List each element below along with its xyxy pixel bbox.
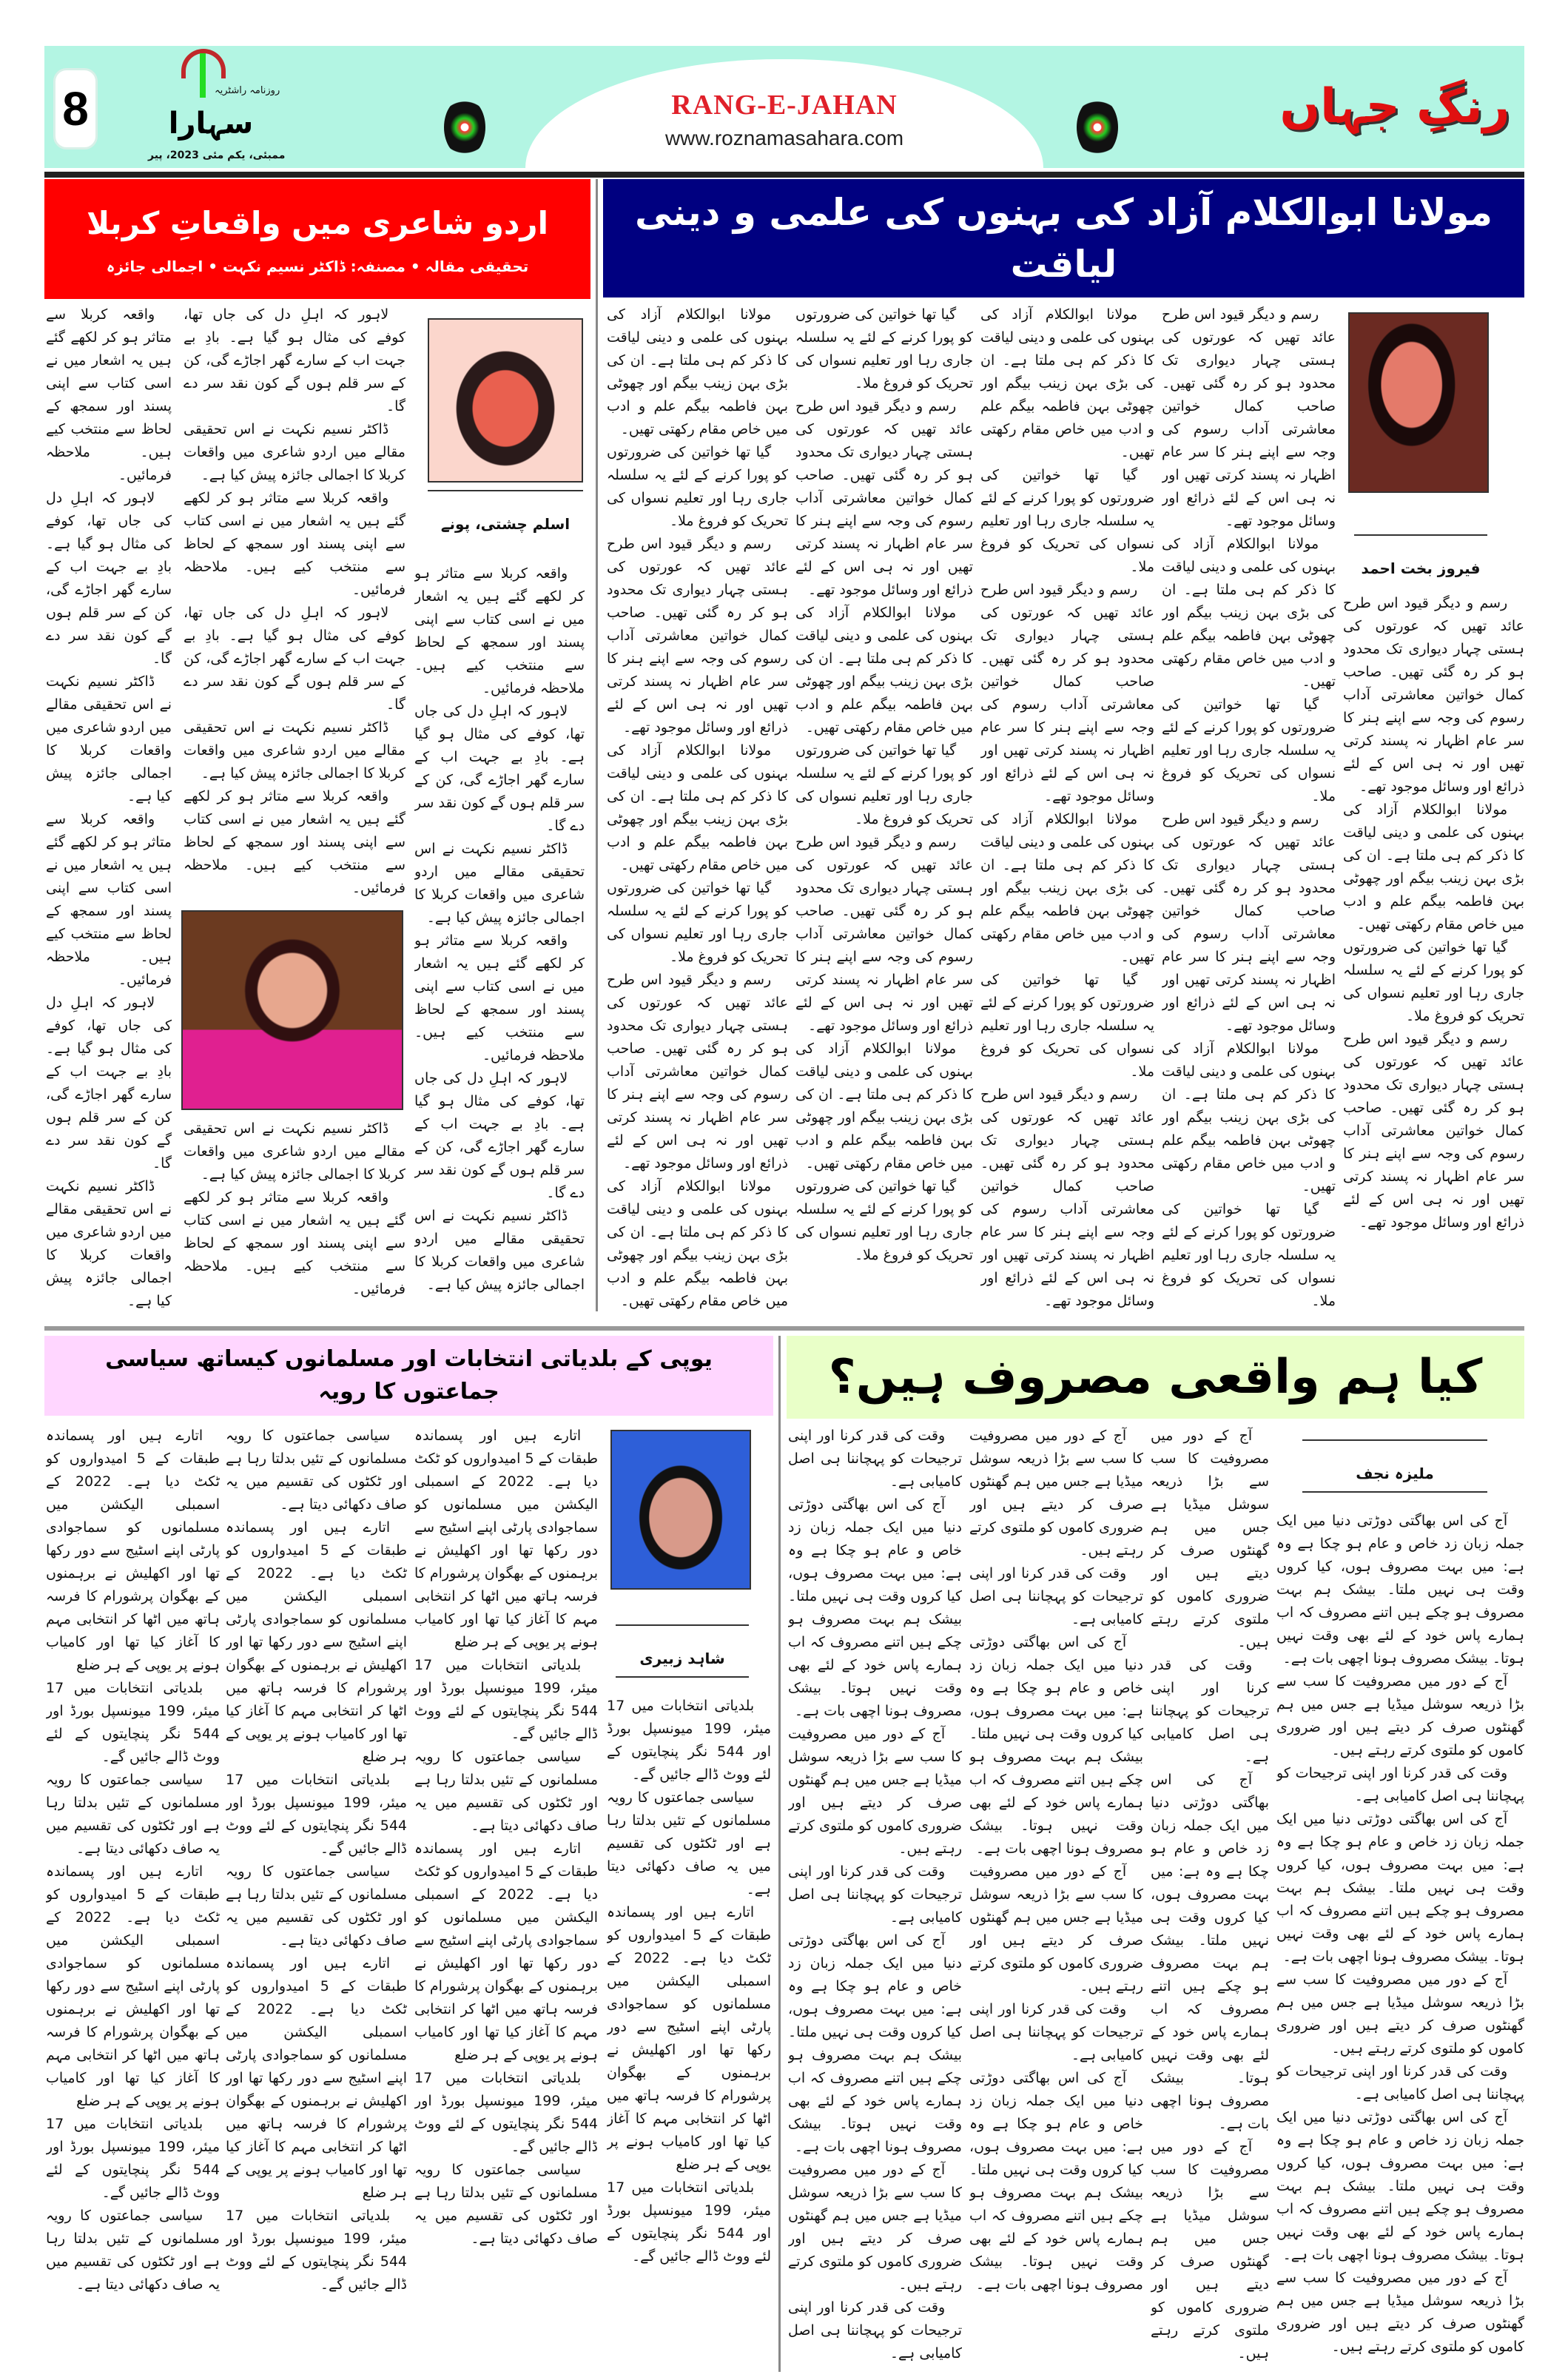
newspaper-tagline: روزنامہ راشٹریہ — [215, 85, 280, 96]
article-paragraph: بلدیاتی انتخابات میں 17 میئر، 199 میونسپل بورڈ اور 544 نگر پنچایتوں کے لئے ووٹ ڈالے جائیں گے۔ — [46, 1680, 220, 1765]
article-paragraph: مولانا ابوالکلام آزاد کی بہنوں کی علمی و دینی لیاقت کا ذکر کم ہی ملتا ہے۔ ان کی بڑی بہن زینب بیگم اور چھوٹی بہن فاطمہ بیگم علم و ادب میں خاص مقام رکھتی تھیں۔ — [980, 306, 1154, 460]
headline: کیا ہم واقعی مصروف ہیں؟ — [828, 1350, 1483, 1405]
article-paragraph: مولانا ابوالکلام آزاد کی بہنوں کی علمی و دینی لیاقت کا ذکر کم ہی ملتا ہے۔ ان کی بڑی بہن زینب بیگم اور چھوٹی بہن فاطمہ بیگم علم و ادب میں خاص مقام رکھتی تھیں۔ — [795, 1041, 973, 1171]
article-column — [969, 1425, 1143, 2368]
article-paragraph: آج کی اس بھاگتی دوڑتی دنیا میں ایک جملہ زبان زد خاص و عام ہو چکا ہے وہ ہے: میں بہت مصروف ہوں، کیا کروں وقت ہی نہیں ملتا۔ بیشک ہم بہت مصروف ہو چکے ہیں اتنے مصروف کہ اب ہمارے پاس خود کے لئے بھی وقت نہیں ہوتا۔ بیشک مصروف ہونا اچھی بات ہے۔ — [1151, 1772, 1269, 2132]
divider — [44, 1326, 1524, 1331]
page-number: 8 — [53, 68, 98, 149]
author-photo — [428, 318, 583, 483]
article-column — [1276, 1510, 1524, 2368]
article-paragraph: آج کی اس بھاگتی دوڑتی دنیا میں ایک جملہ زبان زد خاص و عام ہو چکا ہے وہ ہے: میں بہت مصروف ہوں، کیا کروں وقت ہی نہیں ملتا۔ بیشک ہم بہت مصروف ہو چکے ہیں اتنے مصروف کہ اب ہمارے پاس خود کے لئے بھی وقت نہیں ہوتا۔ بیشک مصروف ہونا اچھی بات ہے۔ — [969, 2070, 1143, 2293]
article-paragraph: رسم و دیگر قیود اس طرح عائد تھیں کہ عورتوں کی ہستی چہار دیواری تک محدود ہو کر رہ گئی تھیں۔ صاحب کمال خواتین معاشرتی آداب رسوم کی وجہ سے اپنے ہنر کا سر عام اظہار نہ پسند کرتی تھیں اور نہ ہی اس کے لئے ذرائع اور وسائل موجود تھے۔ — [980, 582, 1154, 804]
azad-headline-box — [603, 179, 1524, 298]
author-photo — [610, 1430, 751, 1590]
article-paragraph: رسم و دیگر قیود اس طرح عائد تھیں کہ عورتوں کی ہستی چہار دیواری تک محدود ہو کر رہ گئی تھیں۔ صاحب کمال خواتین معاشرتی آداب رسوم کی وجہ سے اپنے ہنر کا سر عام اظہار نہ پسند کرتی تھیں اور نہ ہی اس کے لئے ذرائع اور وسائل موجود تھے۔ — [607, 536, 788, 736]
article-paragraph: بلدیاتی انتخابات میں 17 میئر، 199 میونسپل بورڈ اور 544 نگر پنچایتوں کے لئے ووٹ ڈالے جائیں گے۔ — [226, 1772, 407, 1857]
article-paragraph: وقت کی قدر کرنا اور اپنی ترجیحات کو پہچاننا ہی اصل کامیابی ہے۔ — [1276, 1765, 1524, 1804]
article-paragraph: آج کی اس بھاگتی دوڑتی دنیا میں ایک جملہ زبان زد خاص و عام ہو چکا ہے وہ ہے: میں بہت مصروف ہوں، کیا کروں وقت ہی نہیں ملتا۔ بیشک ہم بہت مصروف ہو چکے ہیں اتنے مصروف کہ اب ہمارے پاس خود کے لئے بھی وقت نہیں ہوتا۔ بیشک مصروف ہونا اچھی بات ہے۔ — [1276, 1811, 1524, 1965]
article-paragraph: واقعہ کربلا سے متاثر ہو کر لکھے گئے ہیں یہ اشعار میں نے اسی کتاب سے اپنی پسند اور سمجھ کے لحاظ سے منتخب کیے ہیں۔ ملاحظہ فرمائیں۔ — [414, 565, 585, 696]
divider — [44, 172, 1524, 178]
author-byline: فیروز بخت احمد — [1354, 534, 1487, 579]
article-paragraph: اتارے ہیں اور پسماندہ طبقات کے 5 امیدواروں کو ٹکٹ دیا ہے۔ 2022 کے اسمبلی الیکشن میں مسلمانوں کو سماجوادی پارٹی اپنے اسٹیج سے دور رکھا تھا اور اکھلیش نے برہمنوں کے بھگوان پرشورام کا فرسہ ہاتھ میں اٹھا کر انتخابی مہم کا آغاز کیا تھا اور کامیاب ہونے پر یوپی کے ہر ضلع — [414, 1428, 598, 1650]
article-paragraph: ڈاکٹر نسیم نکہت نے اس تحقیقی مقالے میں اردو شاعری میں واقعات کربلا کا اجمالی جائزہ پیش کیا ہے۔ — [46, 673, 172, 804]
article-paragraph: مولانا ابوالکلام آزاد کی بہنوں کی علمی و دینی لیاقت کا ذکر کم ہی ملتا ہے۔ ان کی بڑی بہن زینب بیگم اور چھوٹی بہن فاطمہ بیگم علم و ادب میں خاص مقام رکھتی تھیں۔ — [607, 306, 788, 437]
article-paragraph: اتارے ہیں اور پسماندہ طبقات کے 5 امیدواروں کو ٹکٹ دیا ہے۔ 2022 کے اسمبلی الیکشن میں مسلمانوں کو سماجوادی پارٹی اپنے اسٹیج سے دور رکھا تھا اور اکھلیش نے برہمنوں کے بھگوان پرشورام کا فرسہ ہاتھ میں اٹھا کر انتخابی مہم کا آغاز کیا تھا اور کامیاب ہونے پر یوپی کے ہر ضلع — [226, 1955, 407, 2201]
article-paragraph: آج کے دور میں مصروفیت کا سب سے بڑا ذریعہ سوشل میڈیا ہے جس میں ہم گھنٹوں صرف کر دیتے ہیں اور ضروری کاموں کو ملتوی کرتے رہتے ہیں۔ — [1276, 1971, 1524, 2057]
subheadline: تحقیقی مقالہ • مصنفہ: ڈاکٹر نسیم نکہت • اجمالی جائزہ — [106, 258, 529, 275]
article-paragraph: بلدیاتی انتخابات میں 17 میئر، 199 میونسپل بورڈ اور 544 نگر پنچایتوں کے لئے ووٹ ڈالے جائیں گے۔ — [226, 2208, 407, 2293]
article-paragraph: وقت کی قدر کرنا اور اپنی ترجیحات کو پہچاننا ہی اصل کامیابی ہے۔ — [788, 1863, 962, 1926]
article-column — [46, 303, 172, 1321]
section-brand: RANG-E-JAHAN — [671, 90, 898, 121]
article-paragraph: گیا تھا خواتین کی ضرورتوں کو پورا کرنے کے لئے یہ سلسلہ جاری رہا اور تعلیم نسواں کی تحریک کو فروغ ملا۔ — [795, 1178, 973, 1263]
article-paragraph: واقعہ کربلا سے متاثر ہو کر لکھے گئے ہیں یہ اشعار میں نے اسی کتاب سے اپنی پسند اور سمجھ کے لحاظ سے منتخب کیے ہیں۔ ملاحظہ فرمائیں۔ — [46, 811, 172, 988]
article-paragraph: ڈاکٹر نسیم نکہت نے اس تحقیقی مقالے میں اردو شاعری میں واقعات کربلا کا اجمالی جائزہ پیش کیا ہے۔ — [46, 1178, 172, 1309]
article-paragraph: سیاسی جماعتوں کا رویہ مسلمانوں کے تئیں بدلتا رہا ہے اور ٹکٹوں کی تقسیم میں یہ صاف دکھائی دیتا ہے۔ — [414, 1749, 598, 1834]
article-paragraph: آج کی اس بھاگتی دوڑتی دنیا میں ایک جملہ زبان زد خاص و عام ہو چکا ہے وہ ہے: میں بہت مصروف ہوں، کیا کروں وقت ہی نہیں ملتا۔ بیشک ہم بہت مصروف ہو چکے ہیں اتنے مصروف کہ اب ہمارے پاس خود کے لئے بھی وقت نہیں ہوتا۔ بیشک مصروف ہونا اچھی بات ہے۔ — [788, 1932, 962, 2155]
article-column — [184, 1117, 405, 1317]
article-paragraph: بلدیاتی انتخابات میں 17 میئر، 199 میونسپل بورڈ اور 544 نگر پنچایتوں کے لئے ووٹ ڈالے جائیں گے۔ — [414, 1657, 598, 1742]
article-paragraph: اتارے ہیں اور پسماندہ طبقات کے 5 امیدواروں کو ٹکٹ دیا ہے۔ 2022 کے اسمبلی الیکشن میں مسلمانوں کو سماجوادی پارٹی اپنے اسٹیج سے دور رکھا تھا اور اکھلیش نے برہمنوں کے بھگوان پرشورام کا فرسہ ہاتھ میں اٹھا کر انتخابی مہم کا آغاز کیا تھا اور کامیاب ہونے پر یوپی کے ہر ضلع — [607, 1904, 771, 2173]
article-column — [1151, 1425, 1269, 2368]
article-paragraph: واقعہ کربلا سے متاثر ہو کر لکھے گئے ہیں یہ اشعار میں نے اسی کتاب سے اپنی پسند اور سمجھ کے لحاظ سے منتخب کیے ہیں۔ ملاحظہ فرمائیں۔ — [414, 932, 585, 1063]
article-paragraph: آج کی اس بھاگتی دوڑتی دنیا میں ایک جملہ زبان زد خاص و عام ہو چکا ہے وہ ہے: میں بہت مصروف ہوں، کیا کروں وقت ہی نہیں ملتا۔ بیشک ہم بہت مصروف ہو چکے ہیں اتنے مصروف کہ اب ہمارے پاس خود کے لئے بھی وقت نہیں ہوتا۔ بیشک مصروف ہونا اچھی بات ہے۔ — [1276, 2109, 1524, 2263]
article-column — [1162, 303, 1336, 1317]
author-byline: شاہد زبیری — [616, 1624, 749, 1678]
article-paragraph: گیا تھا خواتین کی ضرورتوں کو پورا کرنے کے لئے یہ سلسلہ جاری رہا اور تعلیم نسواں کی تحریک کو فروغ ملا۔ — [795, 306, 973, 391]
article-paragraph: وقت کی قدر کرنا اور اپنی ترجیحات کو پہچاننا ہی اصل کامیابی ہے۔ — [969, 2001, 1143, 2063]
article-paragraph: وقت کی قدر کرنا اور اپنی ترجیحات کو پہچاننا ہی اصل کامیابی ہے۔ — [1276, 2063, 1524, 2102]
article-paragraph: لاہور کہ اہلِ دل کی جاں تھا، کوفے کی مثال ہو گیا ہے۔ بادِ بے جہت اب کے سارے گھر اجاڑے گی، کن کے سر قلم ہوں گے کون نقد سر دے گا۔ — [414, 703, 585, 834]
article-paragraph: گیا تھا خواتین کی ضرورتوں کو پورا کرنے کے لئے یہ سلسلہ جاری رہا اور تعلیم نسواں کی تحریک کو فروغ ملا۔ — [1343, 939, 1524, 1024]
article-paragraph: مولانا ابوالکلام آزاد کی بہنوں کی علمی و دینی لیاقت کا ذکر کم ہی ملتا ہے۔ ان کی بڑی بہن زینب بیگم اور چھوٹی بہن فاطمہ بیگم علم و ادب میں خاص مقام رکھتی تھیں۔ — [607, 1178, 788, 1309]
article-paragraph: واقعہ کربلا سے متاثر ہو کر لکھے گئے ہیں یہ اشعار میں نے اسی کتاب سے اپنی پسند اور سمجھ کے لحاظ سے منتخب کیے ہیں۔ ملاحظہ فرمائیں۔ — [184, 490, 405, 598]
article-paragraph: وقت کی قدر کرنا اور اپنی ترجیحات کو پہچاننا ہی اصل کامیابی ہے۔ — [788, 1428, 962, 1490]
article-paragraph: بلدیاتی انتخابات میں 17 میئر، 199 میونسپل بورڈ اور 544 نگر پنچایتوں کے لئے ووٹ ڈالے جائیں گے۔ — [414, 2070, 598, 2155]
article-paragraph: واقعہ کربلا سے متاثر ہو کر لکھے گئے ہیں یہ اشعار میں نے اسی کتاب سے اپنی پسند اور سمجھ کے لحاظ سے منتخب کیے ہیں۔ ملاحظہ فرمائیں۔ — [184, 1189, 405, 1297]
author-photo — [1348, 312, 1489, 493]
article-paragraph: رسم و دیگر قیود اس طرح عائد تھیں کہ عورتوں کی ہستی چہار دیواری تک محدود ہو کر رہ گئی تھیں۔ صاحب کمال خواتین معاشرتی آداب رسوم کی وجہ سے اپنے ہنر کا سر عام اظہار نہ پسند کرتی تھیں اور نہ ہی اس کے لئے ذرائع اور وسائل موجود تھے۔ — [795, 398, 973, 598]
article-paragraph: ڈاکٹر نسیم نکہت نے اس تحقیقی مقالے میں اردو شاعری میں واقعات کربلا کا اجمالی جائزہ پیش کیا ہے۔ — [184, 719, 405, 781]
article-paragraph: گیا تھا خواتین کی ضرورتوں کو پورا کرنے کے لئے یہ سلسلہ جاری رہا اور تعلیم نسواں کی تحریک کو فروغ ملا۔ — [980, 467, 1154, 575]
article-paragraph: ڈاکٹر نسیم نکہت نے اس تحقیقی مقالے میں اردو شاعری میں واقعات کربلا کا اجمالی جائزہ پیش کیا ہے۔ — [414, 1208, 585, 1293]
article-paragraph: مولانا ابوالکلام آزاد کی بہنوں کی علمی و دینی لیاقت کا ذکر کم ہی ملتا ہے۔ ان کی بڑی بہن زینب بیگم اور چھوٹی بہن فاطمہ بیگم علم و ادب میں خاص مقام رکھتی تھیں۔ — [1343, 801, 1524, 932]
article-paragraph: ڈاکٹر نسیم نکہت نے اس تحقیقی مقالے میں اردو شاعری میں واقعات کربلا کا اجمالی جائزہ پیش کیا ہے۔ — [184, 1120, 405, 1183]
headline: اردو شاعری میں واقعاتِ کربلا — [87, 205, 548, 241]
article-paragraph: سیاسی جماعتوں کا رویہ مسلمانوں کے تئیں بدلتا رہا ہے اور ٹکٹوں کی تقسیم میں یہ صاف دکھائی دیتا ہے۔ — [414, 2162, 598, 2247]
article-column — [226, 1425, 407, 2368]
busy-headline-box — [787, 1336, 1524, 1419]
article-column — [414, 562, 585, 1317]
article-column — [1343, 592, 1524, 1317]
article-paragraph: سیاسی جماعتوں کا رویہ مسلمانوں کے تئیں بدلتا رہا ہے اور ٹکٹوں کی تقسیم میں یہ صاف دکھائی دیتا ہے۔ — [46, 2208, 220, 2293]
column-divider — [596, 179, 598, 1311]
article-paragraph: مولانا ابوالکلام آزاد کی بہنوں کی علمی و دینی لیاقت کا ذکر کم ہی ملتا ہے۔ ان کی بڑی بہن زینب بیگم اور چھوٹی بہن فاطمہ بیگم علم و ادب میں خاص مقام رکھتی تھیں۔ — [980, 811, 1154, 965]
article-paragraph: واقعہ کربلا سے متاثر ہو کر لکھے گئے ہیں یہ اشعار میں نے اسی کتاب سے اپنی پسند اور سمجھ کے لحاظ سے منتخب کیے ہیں۔ ملاحظہ فرمائیں۔ — [184, 788, 405, 896]
article-paragraph: سیاسی جماعتوں کا رویہ مسلمانوں کے تئیں بدلتا رہا ہے اور ٹکٹوں کی تقسیم میں یہ صاف دکھائی دیتا ہے۔ — [607, 1789, 771, 1897]
date-line: ممبئی، یکم مئی 2023، پیر — [148, 149, 286, 161]
up-headline-box — [44, 1336, 773, 1416]
article-paragraph: آج کے دور میں مصروفیت کا سب سے بڑا ذریعہ سوشل میڈیا ہے جس میں ہم گھنٹوں صرف کر دیتے ہیں اور ضروری کاموں کو ملتوی کرتے رہتے ہیں۔ — [788, 1726, 962, 1857]
article-paragraph: رسم و دیگر قیود اس طرح عائد تھیں کہ عورتوں کی ہستی چہار دیواری تک محدود ہو کر رہ گئی تھیں۔ صاحب کمال خواتین معاشرتی آداب رسوم کی وجہ سے اپنے ہنر کا سر عام اظہار نہ پسند کرتی تھیں اور نہ ہی اس کے لئے ذرائع اور وسائل موجود تھے۔ — [795, 834, 973, 1034]
article-paragraph: رسم و دیگر قیود اس طرح عائد تھیں کہ عورتوں کی ہستی چہار دیواری تک محدود ہو کر رہ گئی تھیں۔ صاحب کمال خواتین معاشرتی آداب رسوم کی وجہ سے اپنے ہنر کا سر عام اظہار نہ پسند کرتی تھیں اور نہ ہی اس کے لئے ذرائع اور وسائل موجود تھے۔ — [607, 972, 788, 1171]
article-paragraph: اتارے ہیں اور پسماندہ طبقات کے 5 امیدواروں کو ٹکٹ دیا ہے۔ 2022 کے اسمبلی الیکشن میں مسلمانوں کو سماجوادی پارٹی اپنے اسٹیج سے دور رکھا تھا اور اکھلیش نے برہمنوں کے بھگوان پرشورام کا فرسہ ہاتھ میں اٹھا کر انتخابی مہم کا آغاز کیا تھا اور کامیاب ہونے پر یوپی کے ہر ضلع — [226, 1519, 407, 1765]
website-link[interactable]: www.roznamasahara.com — [664, 127, 904, 149]
sahara-logo — [133, 46, 286, 168]
sunburst-emblem-icon — [1077, 98, 1118, 157]
article-paragraph: اتارے ہیں اور پسماندہ طبقات کے 5 امیدواروں کو ٹکٹ دیا ہے۔ 2022 کے اسمبلی الیکشن میں مسلمانوں کو سماجوادی پارٹی اپنے اسٹیج سے دور رکھا تھا اور اکھلیش نے برہمنوں کے بھگوان پرشورام کا فرسہ ہاتھ میں اٹھا کر انتخابی مہم کا آغاز کیا تھا اور کامیاب ہونے پر یوپی کے ہر ضلع — [414, 1841, 598, 2063]
article-paragraph: رسم و دیگر قیود اس طرح عائد تھیں کہ عورتوں کی ہستی چہار دیواری تک محدود ہو کر رہ گئی تھیں۔ صاحب کمال خواتین معاشرتی آداب رسوم کی وجہ سے اپنے ہنر کا سر عام اظہار نہ پسند کرتی تھیں اور نہ ہی اس کے لئے ذرائع اور وسائل موجود تھے۔ — [1162, 811, 1336, 1034]
author-byline: اسلم چشتی، پونے — [428, 490, 583, 534]
article-column — [46, 1425, 220, 2368]
newspaper-name: سہارا — [168, 107, 254, 141]
article-paragraph: آج کی اس بھاگتی دوڑتی دنیا میں ایک جملہ زبان زد خاص و عام ہو چکا ہے وہ ہے: میں بہت مصروف ہوں، کیا کروں وقت ہی نہیں ملتا۔ بیشک ہم بہت مصروف ہو چکے ہیں اتنے مصروف کہ اب ہمارے پاس خود کے لئے بھی وقت نہیں ہوتا۔ بیشک مصروف ہونا اچھی بات ہے۔ — [969, 1634, 1143, 1857]
section-title: رنگِ جہاں — [1279, 79, 1510, 134]
article-paragraph: واقعہ کربلا سے متاثر ہو کر لکھے گئے ہیں یہ اشعار میں نے اسی کتاب سے اپنی پسند اور سمجھ کے لحاظ سے منتخب کیے ہیں۔ ملاحظہ فرمائیں۔ — [46, 306, 172, 483]
article-paragraph: آج کے دور میں مصروفیت کا سب سے بڑا ذریعہ سوشل میڈیا ہے جس میں ہم گھنٹوں صرف کر دیتے ہیں اور ضروری کاموں کو ملتوی کرتے رہتے ہیں۔ — [1151, 1428, 1269, 1650]
article-paragraph: گیا تھا خواتین کی ضرورتوں کو پورا کرنے کے لئے یہ سلسلہ جاری رہا اور تعلیم نسواں کی تحریک کو فروغ ملا۔ — [1162, 1201, 1336, 1309]
article-paragraph: ڈاکٹر نسیم نکہت نے اس تحقیقی مقالے میں اردو شاعری میں واقعات کربلا کا اجمالی جائزہ پیش کیا ہے۔ — [414, 841, 585, 926]
karbala-headline-box — [44, 179, 590, 299]
article-paragraph: سیاسی جماعتوں کا رویہ مسلمانوں کے تئیں بدلتا رہا ہے اور ٹکٹوں کی تقسیم میں یہ صاف دکھائی دیتا ہے۔ — [226, 1863, 407, 1949]
article-paragraph: رسم و دیگر قیود اس طرح عائد تھیں کہ عورتوں کی ہستی چہار دیواری تک محدود ہو کر رہ گئی تھیں۔ صاحب کمال خواتین معاشرتی آداب رسوم کی وجہ سے اپنے ہنر کا سر عام اظہار نہ پسند کرتی تھیں اور نہ ہی اس کے لئے ذرائع اور وسائل موجود تھے۔ — [1343, 595, 1524, 795]
headline: یوپی کے بلدیاتی انتخابات اور مسلمانوں کیساتھ سیاسی جماعتوں کا رویہ — [105, 1346, 713, 1405]
article-column — [607, 303, 788, 1317]
article-paragraph: بلدیاتی انتخابات میں 17 میئر، 199 میونسپل بورڈ اور 544 نگر پنچایتوں کے لئے ووٹ ڈالے جائیں گے۔ — [607, 2179, 771, 2265]
article-paragraph: بلدیاتی انتخابات میں 17 میئر، 199 میونسپل بورڈ اور 544 نگر پنچایتوں کے لئے ووٹ ڈالے جائیں گے۔ — [607, 1698, 771, 1783]
article-paragraph: گیا تھا خواتین کی ضرورتوں کو پورا کرنے کے لئے یہ سلسلہ جاری رہا اور تعلیم نسواں کی تحریک کو فروغ ملا۔ — [980, 972, 1154, 1080]
article-paragraph: آج کے دور میں مصروفیت کا سب سے بڑا ذریعہ سوشل میڈیا ہے جس میں ہم گھنٹوں صرف کر دیتے ہیں اور ضروری کاموں کو ملتوی کرتے رہتے ہیں۔ — [788, 2162, 962, 2293]
article-paragraph: رسم و دیگر قیود اس طرح عائد تھیں کہ عورتوں کی ہستی چہار دیواری تک محدود ہو کر رہ گئی تھیں۔ صاحب کمال خواتین معاشرتی آداب رسوم کی وجہ سے اپنے ہنر کا سر عام اظہار نہ پسند کرتی تھیں اور نہ ہی اس کے لئے ذرائع اور وسائل موجود تھے۔ — [980, 1086, 1154, 1309]
article-paragraph: گیا تھا خواتین کی ضرورتوں کو پورا کرنے کے لئے یہ سلسلہ جاری رہا اور تعلیم نسواں کی تحریک کو فروغ ملا۔ — [607, 880, 788, 965]
article-paragraph: رسم و دیگر قیود اس طرح عائد تھیں کہ عورتوں کی ہستی چہار دیواری تک محدود ہو کر رہ گئی تھیں۔ صاحب کمال خواتین معاشرتی آداب رسوم کی وجہ سے اپنے ہنر کا سر عام اظہار نہ پسند کرتی تھیں اور نہ ہی اس کے لئے ذرائع اور وسائل موجود تھے۔ — [1343, 1031, 1524, 1231]
article-paragraph: وقت کی قدر کرنا اور اپنی ترجیحات کو پہچاننا ہی اصل کامیابی ہے۔ — [1151, 1657, 1269, 1765]
article-paragraph: سیاسی جماعتوں کا رویہ مسلمانوں کے تئیں بدلتا رہا ہے اور ٹکٹوں کی تقسیم میں یہ صاف دکھائی دیتا ہے۔ — [46, 1772, 220, 1857]
article-paragraph: آج کی اس بھاگتی دوڑتی دنیا میں ایک جملہ زبان زد خاص و عام ہو چکا ہے وہ ہے: میں بہت مصروف ہوں، کیا کروں وقت ہی نہیں ملتا۔ بیشک ہم بہت مصروف ہو چکے ہیں اتنے مصروف کہ اب ہمارے پاس خود کے لئے بھی وقت نہیں ہوتا۔ بیشک مصروف ہونا اچھی بات ہے۔ — [1276, 1513, 1524, 1667]
headline: مولانا ابوالکلام آزاد کی بہنوں کی علمی و دینی لیاقت — [635, 191, 1493, 286]
article-paragraph: وقت کی قدر کرنا اور اپنی ترجیحات کو پہچاننا ہی اصل کامیابی ہے۔ — [788, 2299, 962, 2361]
article-paragraph: لاہور کہ اہلِ دل کی جاں تھا، کوفے کی مثال ہو گیا ہے۔ بادِ بے جہت اب کے سارے گھر اجاڑے گی، کن کے سر قلم ہوں گے کون نقد سر دے گا۔ — [184, 306, 405, 414]
tower-icon — [200, 53, 206, 98]
author-photo-woman — [181, 910, 403, 1110]
column-divider — [778, 1336, 781, 2372]
article-paragraph: لاہور کہ اہلِ دل کی جاں تھا، کوفے کی مثال ہو گیا ہے۔ بادِ بے جہت اب کے سارے گھر اجاڑے گی، کن کے سر قلم ہوں گے کون نقد سر دے گا۔ — [46, 995, 172, 1171]
article-paragraph: بلدیاتی انتخابات میں 17 میئر، 199 میونسپل بورڈ اور 544 نگر پنچایتوں کے لئے ووٹ ڈالے جائیں گے۔ — [46, 2116, 220, 2201]
article-paragraph: آج کے دور میں مصروفیت کا سب سے بڑا ذریعہ سوشل میڈیا ہے جس میں ہم گھنٹوں صرف کر دیتے ہیں اور ضروری کاموں کو ملتوی کرتے رہتے ہیں۔ — [969, 1428, 1143, 1559]
article-paragraph: لاہور کہ اہلِ دل کی جاں تھا، کوفے کی مثال ہو گیا ہے۔ بادِ بے جہت اب کے سارے گھر اجاڑے گی، کن کے سر قلم ہوں گے کون نقد سر دے گا۔ — [414, 1070, 585, 1201]
article-column — [788, 1425, 962, 2368]
article-paragraph: مولانا ابوالکلام آزاد کی بہنوں کی علمی و دینی لیاقت کا ذکر کم ہی ملتا ہے۔ ان کی بڑی بہن زینب بیگم اور چھوٹی بہن فاطمہ بیگم علم و ادب میں خاص مقام رکھتی تھیں۔ — [795, 605, 973, 736]
article-paragraph: اتارے ہیں اور پسماندہ طبقات کے 5 امیدواروں کو ٹکٹ دیا ہے۔ 2022 کے اسمبلی الیکشن میں مسلمانوں کو سماجوادی پارٹی اپنے اسٹیج سے دور رکھا تھا اور اکھلیش نے برہمنوں کے بھگوان پرشورام کا فرسہ ہاتھ میں اٹھا کر انتخابی مہم کا آغاز کیا تھا اور کامیاب ہونے پر یوپی کے ہر ضلع — [46, 1428, 220, 1673]
article-column — [607, 1695, 771, 2368]
article-column — [414, 1425, 598, 2368]
article-paragraph: آج کے دور میں مصروفیت کا سب سے بڑا ذریعہ سوشل میڈیا ہے جس میں ہم گھنٹوں صرف کر دیتے ہیں اور ضروری کاموں کو ملتوی کرتے رہتے ہیں۔ — [1151, 2139, 1269, 2361]
sunburst-emblem-icon — [444, 98, 485, 157]
article-paragraph: مولانا ابوالکلام آزاد کی بہنوں کی علمی و دینی لیاقت کا ذکر کم ہی ملتا ہے۔ ان کی بڑی بہن زینب بیگم اور چھوٹی بہن فاطمہ بیگم علم و ادب میں خاص مقام رکھتی تھیں۔ — [1162, 536, 1336, 690]
article-paragraph: لاہور کہ اہلِ دل کی جاں تھا، کوفے کی مثال ہو گیا ہے۔ بادِ بے جہت اب کے سارے گھر اجاڑے گی، کن کے سر قلم ہوں گے کون نقد سر دے گا۔ — [46, 490, 172, 667]
article-paragraph: وقت کی قدر کرنا اور اپنی ترجیحات کو پہچاننا ہی اصل کامیابی ہے۔ — [969, 1565, 1143, 1627]
article-paragraph: اتارے ہیں اور پسماندہ طبقات کے 5 امیدواروں کو ٹکٹ دیا ہے۔ 2022 کے اسمبلی الیکشن میں مسلمانوں کو سماجوادی پارٹی اپنے اسٹیج سے دور رکھا تھا اور اکھلیش نے برہمنوں کے بھگوان پرشورام کا فرسہ ہاتھ میں اٹھا کر انتخابی مہم کا آغاز کیا تھا اور کامیاب ہونے پر یوپی کے ہر ضلع — [46, 1863, 220, 2109]
article-paragraph: لاہور کہ اہلِ دل کی جاں تھا، کوفے کی مثال ہو گیا ہے۔ بادِ بے جہت اب کے سارے گھر اجاڑے گی، کن کے سر قلم ہوں گے کون نقد سر دے گا۔ — [184, 605, 405, 713]
article-paragraph: ڈاکٹر نسیم نکہت نے اس تحقیقی مقالے میں اردو شاعری میں واقعات کربلا کا اجمالی جائزہ پیش کیا ہے۔ — [184, 421, 405, 483]
article-paragraph: آج کے دور میں مصروفیت کا سب سے بڑا ذریعہ سوشل میڈیا ہے جس میں ہم گھنٹوں صرف کر دیتے ہیں اور ضروری کاموں کو ملتوی کرتے رہتے ہیں۔ — [969, 1863, 1143, 1994]
article-paragraph: سیاسی جماعتوں کا رویہ مسلمانوں کے تئیں بدلتا رہا ہے اور ٹکٹوں کی تقسیم میں یہ صاف دکھائی دیتا ہے۔ — [226, 1428, 407, 1513]
article-paragraph: آج کے دور میں مصروفیت کا سب سے بڑا ذریعہ سوشل میڈیا ہے جس میں ہم گھنٹوں صرف کر دیتے ہیں اور ضروری کاموں کو ملتوی کرتے رہتے ہیں۔ — [1276, 1673, 1524, 1758]
article-column — [184, 303, 405, 903]
article-paragraph: گیا تھا خواتین کی ضرورتوں کو پورا کرنے کے لئے یہ سلسلہ جاری رہا اور تعلیم نسواں کی تحریک کو فروغ ملا۔ — [795, 742, 973, 827]
author-byline: ملیزہ نجف — [1302, 1439, 1487, 1493]
article-column — [795, 303, 973, 1317]
article-paragraph: گیا تھا خواتین کی ضرورتوں کو پورا کرنے کے لئے یہ سلسلہ جاری رہا اور تعلیم نسواں کی تحریک کو فروغ ملا۔ — [1162, 696, 1336, 804]
article-paragraph: مولانا ابوالکلام آزاد کی بہنوں کی علمی و دینی لیاقت کا ذکر کم ہی ملتا ہے۔ ان کی بڑی بہن زینب بیگم اور چھوٹی بہن فاطمہ بیگم علم و ادب میں خاص مقام رکھتی تھیں۔ — [607, 742, 788, 873]
article-paragraph: آج کی اس بھاگتی دوڑتی دنیا میں ایک جملہ زبان زد خاص و عام ہو چکا ہے وہ ہے: میں بہت مصروف ہوں، کیا کروں وقت ہی نہیں ملتا۔ بیشک ہم بہت مصروف ہو چکے ہیں اتنے مصروف کہ اب ہمارے پاس خود کے لئے بھی وقت نہیں ہوتا۔ بیشک مصروف ہونا اچھی بات ہے۔ — [788, 1496, 962, 1719]
article-paragraph: مولانا ابوالکلام آزاد کی بہنوں کی علمی و دینی لیاقت کا ذکر کم ہی ملتا ہے۔ ان کی بڑی بہن زینب بیگم اور چھوٹی بہن فاطمہ بیگم علم و ادب میں خاص مقام رکھتی تھیں۔ — [1162, 1041, 1336, 1194]
article-paragraph: گیا تھا خواتین کی ضرورتوں کو پورا کرنے کے لئے یہ سلسلہ جاری رہا اور تعلیم نسواں کی تحریک کو فروغ ملا۔ — [607, 444, 788, 529]
article-paragraph: رسم و دیگر قیود اس طرح عائد تھیں کہ عورتوں کی ہستی چہار دیواری تک محدود ہو کر رہ گئی تھیں۔ صاحب کمال خواتین معاشرتی آداب رسوم کی وجہ سے اپنے ہنر کا سر عام اظہار نہ پسند کرتی تھیں اور نہ ہی اس کے لئے ذرائع اور وسائل موجود تھے۔ — [1162, 306, 1336, 529]
article-paragraph: آج کے دور میں مصروفیت کا سب سے بڑا ذریعہ سوشل میڈیا ہے جس میں ہم گھنٹوں صرف کر دیتے ہیں اور ضروری کاموں کو ملتوی کرتے رہتے ہیں۔ — [1276, 2270, 1524, 2355]
article-column — [980, 303, 1154, 1317]
masthead — [44, 46, 1524, 168]
